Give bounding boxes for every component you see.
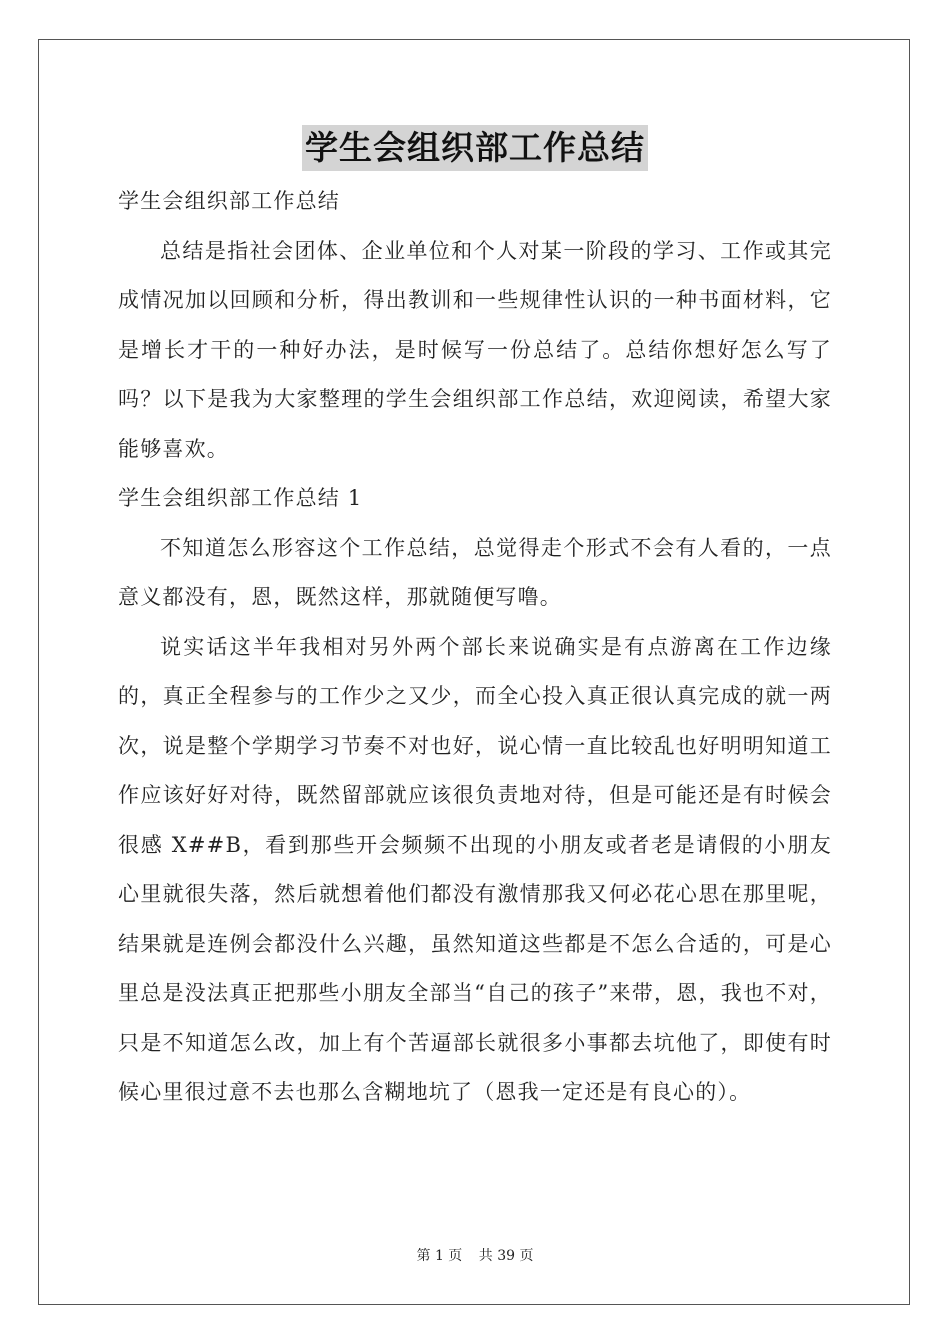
paragraph: 不知道怎么形容这个工作总结，总觉得走个形式不会有人看的，一点意义都没有，恩，既然这样，那就随便写噜。: [118, 535, 832, 609]
page-total: 共 39 页: [478, 1248, 534, 1264]
page-number: 第 1 页: [416, 1248, 463, 1264]
paragraph: 总结是指社会团体、企业单位和个人对某一阶段的学习、工作或其完成情况加以回顾和分析，得出教训和一些规律性认识的一种书面材料，它是增长才干的一种好办法，是时候写一份总结了。总结你想好怎么写了吗？以下是我为大家整理的学生会组织部工作总结，欢迎阅读，希望大家能够喜欢。: [118, 238, 832, 461]
title-area: [0, 125, 950, 171]
page-footer: [0, 1246, 950, 1266]
paragraph: 说实话这半年我相对另外两个部长来说确实是有点游离在工作边缘的，真正全程参与的工作少之又少，而全心投入真正很认真完成的就一两次，说是整个学期学习节奏不对也好，说心情一直比较乱也好明明知道工作应该好好对待，既然留部就应该很负责地对待，但是可能还是有时候会很感 X##B，看到那些开会频频不出现的小朋友或者老是请假的小朋友心里就很失落，然后就想着他们都没有激情那我又何必花心思在那里呢，结果就是连例会都没什么兴趣，虽然知道这些都是不怎么合适的，可是心里总是没法真正把那些小朋友全部当“自己的孩子”来带，恩，我也不对，只是不知道怎么改，加上有个苦逼部长就很多小事都去坑他了，即使有时候心里很过意不去也那么含糊地坑了（恩我一定还是有良心的）。: [118, 634, 832, 1104]
section-heading: 学生会组织部工作总结 1: [118, 486, 363, 510]
paragraph: 学生会组织部工作总结: [118, 189, 340, 213]
document-title: 学生会组织部工作总结: [302, 125, 648, 171]
document-body: [118, 177, 832, 1118]
